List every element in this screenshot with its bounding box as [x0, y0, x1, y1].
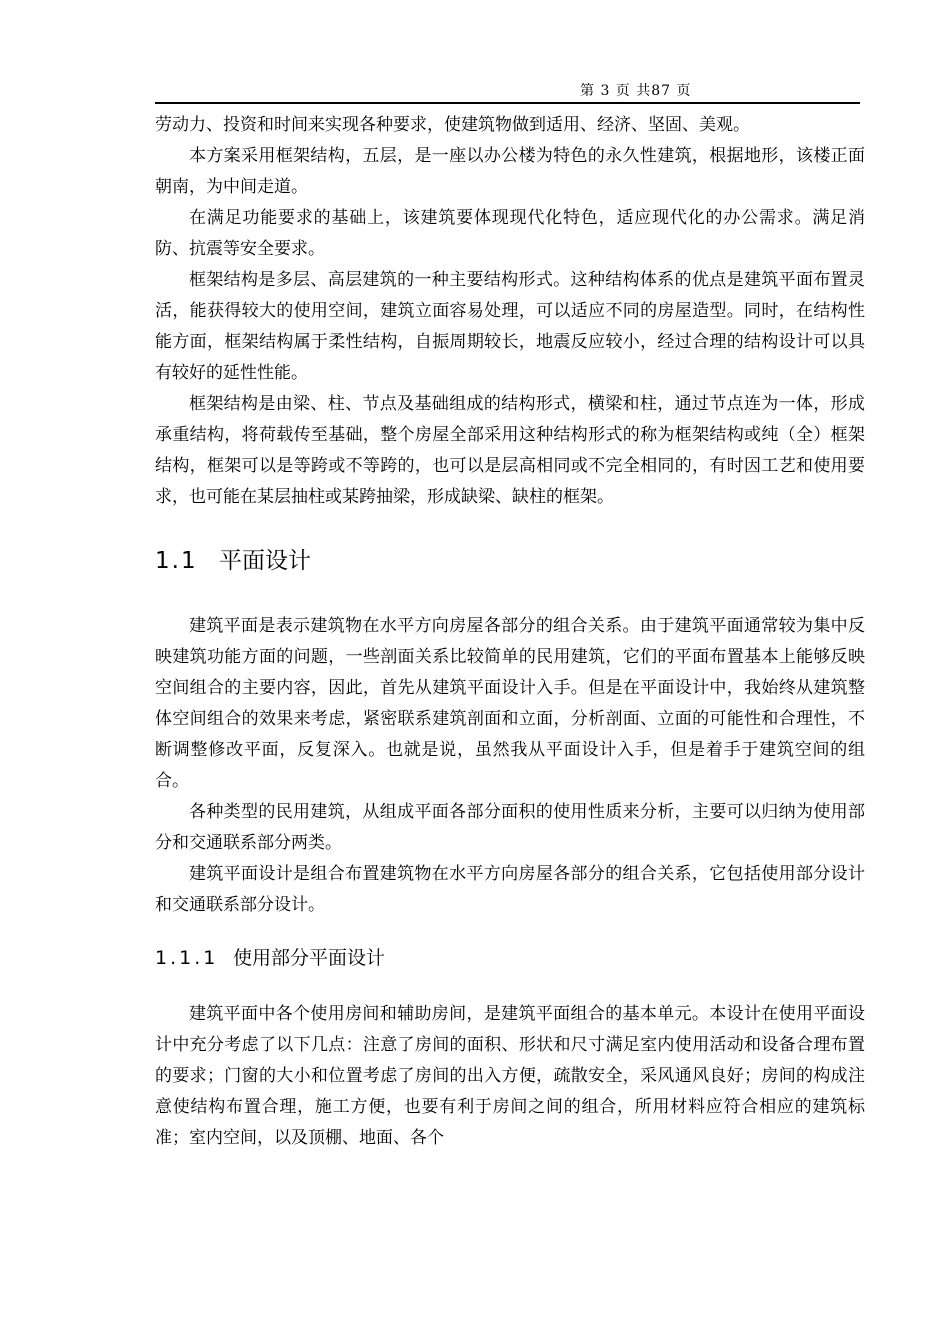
- intro-paragraph-1: 劳动力、投资和时间来实现各种要求，使建筑物做到适用、经济、坚固、美观。: [155, 115, 750, 135]
- section-1-1-paragraph-2: 各种类型的民用建筑，从组成平面各部分面积的使用性质来分析，主要可以归纳为使用部分和交通联系部分两类。: [155, 802, 865, 853]
- intro-paragraph-4: 框架结构是多层、高层建筑的一种主要结构形式。这种结构体系的优点是建筑平面布置灵活，能获得较大的使用空间，建筑立面容易处理，可以适应不同的房屋造型。同时，在结构性能方面，框架结构属于柔性结构，自振周期较长，地震反应较小，经过合理的结构设计可以具有较好的延性性能。: [155, 270, 865, 383]
- section-1-1-paragraph-3: 建筑平面设计是组合布置建筑物在水平方向房屋各部分的组合关系，它包括使用部分设计和交通联系部分设计。: [155, 864, 865, 915]
- page-number-header: 第 3 页 共87 页: [580, 83, 692, 99]
- header-divider: [155, 102, 860, 104]
- section-number: 1.1: [155, 548, 198, 574]
- document-body: [155, 110, 865, 1154]
- intro-paragraph-5: 框架结构是由梁、柱、节点及基础组成的结构形式，横梁和柱，通过节点连为一体，形成承重结构，将荷载传至基础，整个房屋全部采用这种结构形式的称为框架结构或纯（全）框架结构，框架可以是等跨或不等跨的，也可以是层高相同或不完全相同的，有时因工艺和使用要求，也可能在某层抽柱或某跨抽梁，形成缺梁、缺柱的框架。: [155, 394, 865, 507]
- subsection-title: 使用部分平面设计: [233, 947, 386, 969]
- section-heading-1-1-1: [155, 943, 865, 973]
- intro-paragraph-3: 在满足功能要求的基础上，该建筑要体现现代化特色，适应现代化的办公需求。满足消防、抗震等安全要求。: [155, 208, 865, 259]
- section-1-1-1-paragraph-1: 建筑平面中各个使用房间和辅助房间，是建筑平面组合的基本单元。本设计在使用平面设计中充分考虑了以下几点：注意了房间的面积、形状和尺寸满足室内使用活动和设备合理布置的要求；门窗的大小和位置考虑了房间的出入方便，疏散安全，采风通风良好；房间的构成注意使结构布置合理，施工方便，也要有利于房间之间的组合，所用材料应符合相应的建筑标准；室内空间，以及顶棚、地面、各个: [155, 1004, 865, 1148]
- section-1-1-paragraph-1: 建筑平面是表示建筑物在水平方向房屋各部分的组合关系。由于建筑平面通常较为集中反映建筑功能方面的问题，一些剖面关系比较简单的民用建筑，它们的平面布置基本上能够反映空间组合的主要内容，因此，首先从建筑平面设计入手。但是在平面设计中，我始终从建筑整体空间组合的效果来考虑，紧密联系建筑剖面和立面，分析剖面、立面的可能性和合理性，不断调整修改平面，反复深入。也就是说，虽然我从平面设计入手，但是着手于建筑空间的组合。: [155, 616, 865, 791]
- intro-paragraph-2: 本方案采用框架结构，五层，是一座以办公楼为特色的永久性建筑，根据地形，该楼正面朝南，为中间走道。: [155, 146, 865, 197]
- section-heading-1-1: [155, 545, 865, 577]
- subsection-number: 1.1.1: [155, 947, 219, 969]
- section-title: 平面设计: [219, 548, 311, 574]
